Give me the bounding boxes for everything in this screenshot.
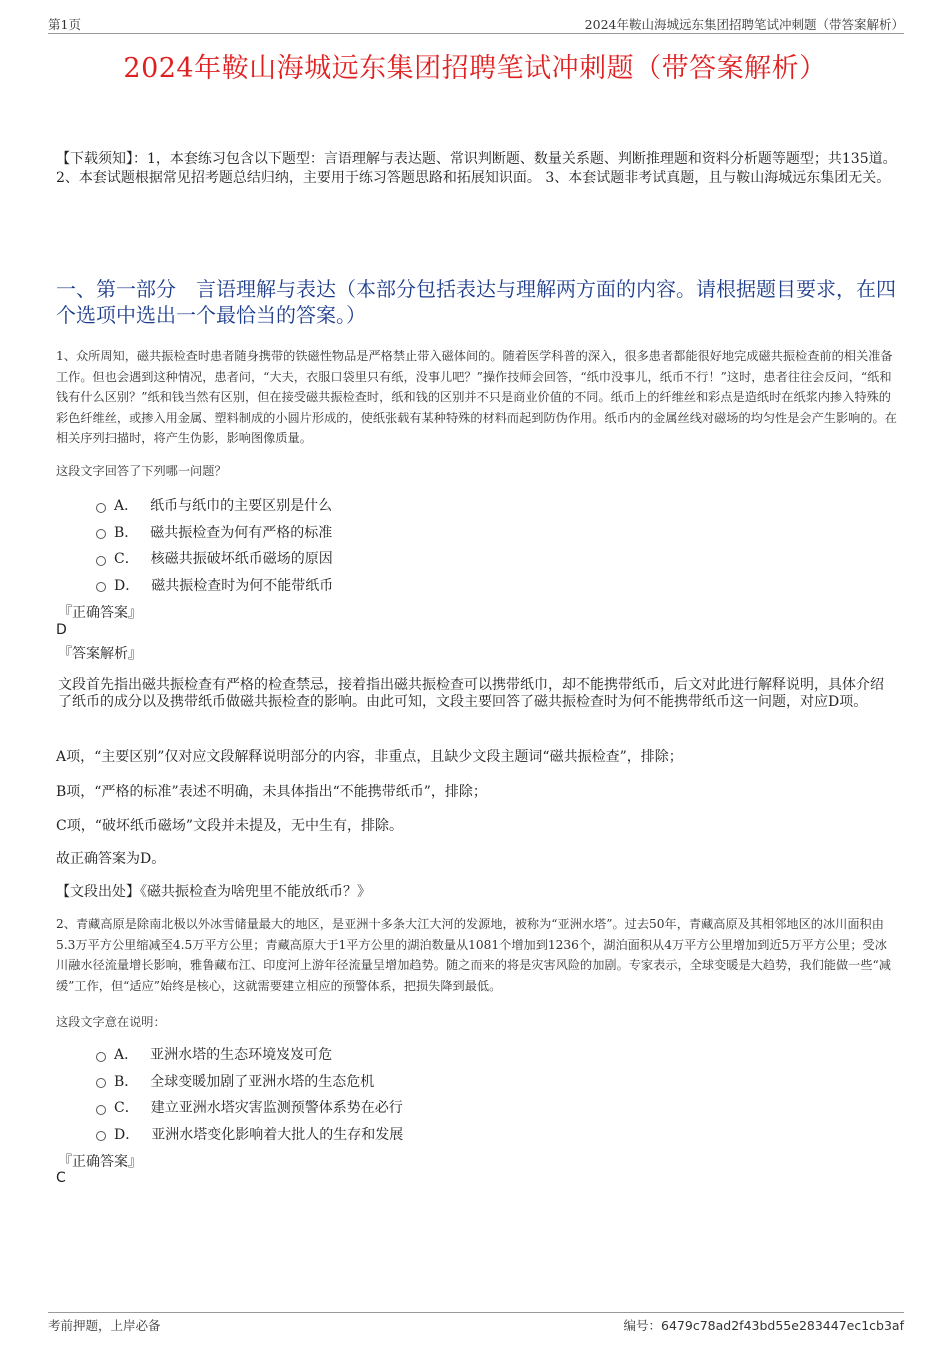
question-1-conclusion: 故正确答案为D。 [56,851,166,867]
question-1-option-b[interactable]: B． 磁共振检查为何有严格的标准 [96,519,796,546]
question-1-source: 【文段出处】《磁共振检查为啥兜里不能放纸币？》 [56,884,371,900]
radio-icon[interactable] [96,556,106,566]
question-1-option-a[interactable]: A． 纸币与纸巾的主要区别是什么 [96,492,796,519]
question-2-passage: 2、青藏高原是除南北极以外冰雪储量最大的地区，是亚洲十多条大江大河的发源地，被称为“亚洲水塔”。过去50年，青藏高原及其相邻地区的冰川面积由5.3万平方公里缩减至4.5万平方公里；青藏高原大于1平方公里的湖泊数量从1081个增加到1236个，湖泊面积从4万平方公里增加到近5万平方公里；受冰川融水径流量增长影响，雅鲁藏布江、印度河上游年径流量呈增加趋势。随之而来的将是灾害风险的加剧。专家表示，全球变暖是大趋势，我们能做一些“减缓”工作，但“适应”始终是核心，这就需要建立相应的预警体系，把损失降到最低。 [56,917,891,993]
download-notice: 【下载须知】：1，本套练习包含以下题型：言语理解与表达题、常识判断题、数量关系题、判断推理题和资料分析题等题型；共135道。 2、本套试题根据常见招考题总结归纳，主要用于练习答题思路和拓展知识面。 3、本套试题非考试真题，且与鞍山海城远东集团无关。 [56,151,897,186]
radio-icon[interactable] [96,1105,106,1115]
document-title: 2024年鞍山海城远东集团招聘笔试冲刺题（带答案解析） [123,53,827,84]
page-number: 第1页 [48,17,81,32]
question-1-prompt: 这段文字回答了下列哪一问题？ [56,464,227,478]
document-code-value: 6479c78ad2f43bd55e283447ec1cb3af [661,1318,904,1333]
question-1-analysis-label: 『答案解析』 [58,646,142,662]
question-1-option-d[interactable]: D． 磁共振检查时为何不能带纸币 [96,572,796,599]
question-1-analysis: 文段首先指出磁共振检查有严格的检查禁忌，接着指出磁共振检查可以携带纸巾，却不能携带纸币，后文对此进行解释说明，具体介绍了纸币的成分以及携带纸币做磁共振检查的影响。由此可知，文段主要回答了磁共振检查时为何不能携带纸币这一问题，对应D项。 [58,677,884,710]
question-2-answer: C [56,1170,66,1186]
question-1-explain-c: C项，“破坏纸币磁场”文段并未提及，无中生有，排除。 [56,818,404,834]
section-heading: 一、第一部分 言语理解与表达（本部分包括表达与理解两方面的内容。请根据题目要求，在四个选项中选出一个最恰当的答案。） [56,277,896,327]
footer-slogan: 考前押题，上岸必备 [48,1318,161,1333]
radio-icon[interactable] [96,503,106,513]
radio-icon[interactable] [96,1052,106,1062]
question-2-option-c[interactable]: C． 建立亚洲水塔灾害监测预警体系势在必行 [96,1094,796,1121]
question-2-option-d[interactable]: D． 亚洲水塔变化影响着大批人的生存和发展 [96,1121,796,1148]
question-2-prompt: 这段文字意在说明： [56,1015,166,1029]
question-1-explain-a: A项，“主要区别”仅对应文段解释说明部分的内容，非重点，且缺少文段主题词“磁共振检查”，排除； [56,749,683,765]
question-2-answer-label: 『正确答案』 [58,1154,142,1170]
question-1-explain-b: B项，“严格的标准”表述不明确，未具体指出“不能携带纸币”，排除； [56,784,487,800]
page-footer [48,1312,904,1332]
question-1-options [96,492,796,598]
radio-icon[interactable] [96,529,106,539]
page-header [48,14,904,34]
radio-icon[interactable] [96,1131,106,1141]
question-2-option-b[interactable]: B． 全球变暖加剧了亚洲水塔的生态危机 [96,1068,796,1095]
document-code [624,1316,904,1334]
radio-icon[interactable] [96,582,106,592]
document-code-label: 编号： [623,1318,662,1333]
question-2-options [96,1041,796,1147]
header-doc-title: 2024年鞍山海城远东集团招聘笔试冲刺题（带答案解析） [584,17,904,32]
question-2-option-a[interactable]: A． 亚洲水塔的生态环境岌岌可危 [96,1041,796,1068]
question-1-answer: D [56,622,67,638]
radio-icon[interactable] [96,1078,106,1088]
question-1-option-c[interactable]: C． 核磁共振破坏纸币磁场的原因 [96,545,796,572]
question-1-answer-label: 『正确答案』 [58,605,142,621]
question-1-passage: 1、众所周知，磁共振检查时患者随身携带的铁磁性物品是严格禁止带入磁体间的。随着医学科普的深入，很多患者都能很好地完成磁共振检查前的相关准备工作。但也会遇到这种情况，患者问，“大夫，衣服口袋里只有纸，没事儿吧？”操作技师会回答，“纸巾没事儿，纸币不行！”这时，患者往往会反问，“纸和钱有什么区别？”纸和钱当然有区别，但在接受磁共振检查时，纸和钱的区别并不只是商业价值的不同。纸币上的纤维丝和彩点是造纸时在纸浆内掺入特殊的彩色纤维丝，或掺入用金属、塑料制成的小圆片形成的，使纸张载有某种特殊的材料而起到防伪作用。纸币内的金属丝线对磁场的均匀性是会产生影响的。在相关序列扫描时，将产生伪影，影响图像质量。 [56,349,897,445]
